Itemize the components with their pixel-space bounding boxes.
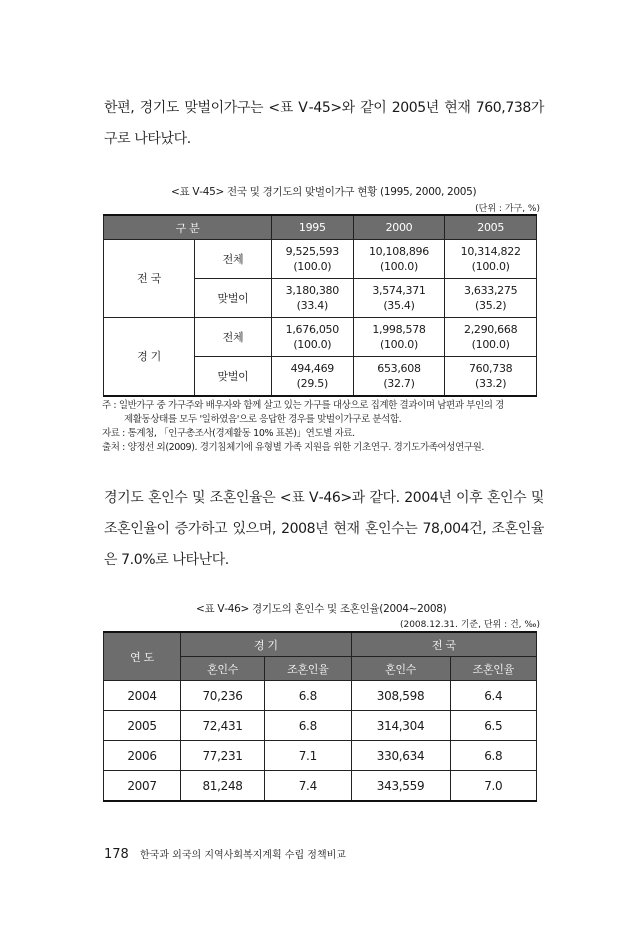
table-cell: 3,180,380 (33.4) [272, 279, 354, 318]
table-cell: 1,676,050 (100.0) [272, 318, 354, 357]
table-cell: 81,248 [181, 771, 265, 802]
table-cell: 6.8 [265, 711, 351, 741]
table-row [104, 681, 537, 711]
table-cell: 3,574,371 (35.4) [353, 279, 445, 318]
table2-subheader: 혼인수 [351, 657, 450, 681]
table2-header-gyeonggi: 경 기 [181, 632, 352, 657]
table1-header-2000: 2000 [353, 215, 445, 240]
table2-header-national: 전 국 [351, 632, 536, 657]
table-row [104, 741, 537, 771]
sub-label: 전체 [195, 240, 272, 279]
table-cell: 6.4 [450, 681, 536, 711]
table-cell: 7.0 [450, 771, 536, 802]
table2 [103, 631, 537, 802]
table1-header-2005: 2005 [445, 215, 537, 240]
table-cell: 3,633,275 (35.2) [445, 279, 537, 318]
table-cell: 2,290,668 (100.0) [445, 318, 537, 357]
sub-label: 맞벌이 [195, 279, 272, 318]
note-line: 자료 : 통계청, 「인구총조사(경제활동 10% 표본)」연도별 자료. [102, 428, 355, 439]
table1-header-category: 구 분 [104, 215, 272, 240]
table-cell: 308,598 [351, 681, 450, 711]
table-cell: 77,231 [181, 741, 265, 771]
table2-caption: <표 Ⅴ-46> 경기도의 혼인수 및 조혼인율(2004~2008) [196, 603, 447, 615]
paragraph-1: 한편, 경기도 맞벌이가구는 <표 Ⅴ-45>와 같이 2005년 현재 760,738가구로 나타났다. [104, 100, 544, 147]
table-cell: 760,738 (33.2) [445, 357, 537, 397]
table-cell: 2004 [104, 681, 181, 711]
table2-unit: (2008.12.31. 기준, 단위 : 건, ‰) [399, 620, 540, 630]
table-cell: 2005 [104, 711, 181, 741]
table2-subheader: 혼인수 [181, 657, 265, 681]
table-cell: 10,314,822 (100.0) [445, 240, 537, 279]
table-cell: 2007 [104, 771, 181, 802]
table-cell: 653,608 (32.7) [353, 357, 445, 397]
group-label: 전 국 [104, 240, 195, 318]
note-line: 제활동상태를 모두 '일하였음'으로 응답한 경우를 맞벌이가구로 분석함. [124, 414, 402, 425]
table-row [104, 318, 537, 357]
table-cell: 6.5 [450, 711, 536, 741]
table-cell: 70,236 [181, 681, 265, 711]
running-title: 한국과 외국의 지역사회복지계획 수립 정책비교 [140, 850, 346, 861]
table-cell: 9,525,593 (100.0) [272, 240, 354, 279]
table1-caption: <표 Ⅴ-45> 전국 및 경기도의 맞벌이가구 현황 (1995, 2000, 2005) [171, 186, 477, 198]
table1-notes [102, 399, 547, 455]
page-footer [104, 846, 346, 862]
group-label: 경 기 [104, 318, 195, 397]
table2-subheader: 조혼인율 [450, 657, 536, 681]
table-row [104, 711, 537, 741]
table-cell: 6.8 [450, 741, 536, 771]
page-number: 178 [104, 847, 129, 862]
table-cell: 10,108,896 (100.0) [353, 240, 445, 279]
table2-subheader: 조혼인율 [265, 657, 351, 681]
table-cell: 343,559 [351, 771, 450, 802]
table2-header-year: 연 도 [104, 632, 181, 681]
table-row [104, 771, 537, 802]
table-row [104, 240, 537, 279]
paragraph-2: 경기도 혼인수 및 조혼인율은 <표 Ⅴ-46>과 같다. 2004년 이후 혼인수 및 조혼인율이 증가하고 있으며, 2008년 현재 혼인수는 78,004건, 조혼인율은 7.0%로 나타난다. [104, 490, 544, 568]
table-cell: 6.8 [265, 681, 351, 711]
table1-header-1995: 1995 [272, 215, 354, 240]
table-cell: 2006 [104, 741, 181, 771]
table1 [103, 214, 537, 397]
note-line: 주 : 일반가구 중 가구주와 배우자와 함께 살고 있는 가구를 대상으로 집계한 결과이며 남편과 부인의 경 [102, 400, 504, 411]
table-cell: 72,431 [181, 711, 265, 741]
table-cell: 494,469 (29.5) [272, 357, 354, 397]
sub-label: 맞벌이 [195, 357, 272, 397]
sub-label: 전체 [195, 318, 272, 357]
note-line: 출처 : 양정선 외(2009). 경기침체기에 유형별 가족 지원을 위한 기초연구. 경기도가족여성연구원. [102, 442, 485, 453]
table-cell: 314,304 [351, 711, 450, 741]
table-cell: 7.1 [265, 741, 351, 771]
table-cell: 1,998,578 (100.0) [353, 318, 445, 357]
table1-unit: (단위 : 가구, %) [475, 204, 540, 214]
table-cell: 330,634 [351, 741, 450, 771]
table-cell: 7.4 [265, 771, 351, 802]
